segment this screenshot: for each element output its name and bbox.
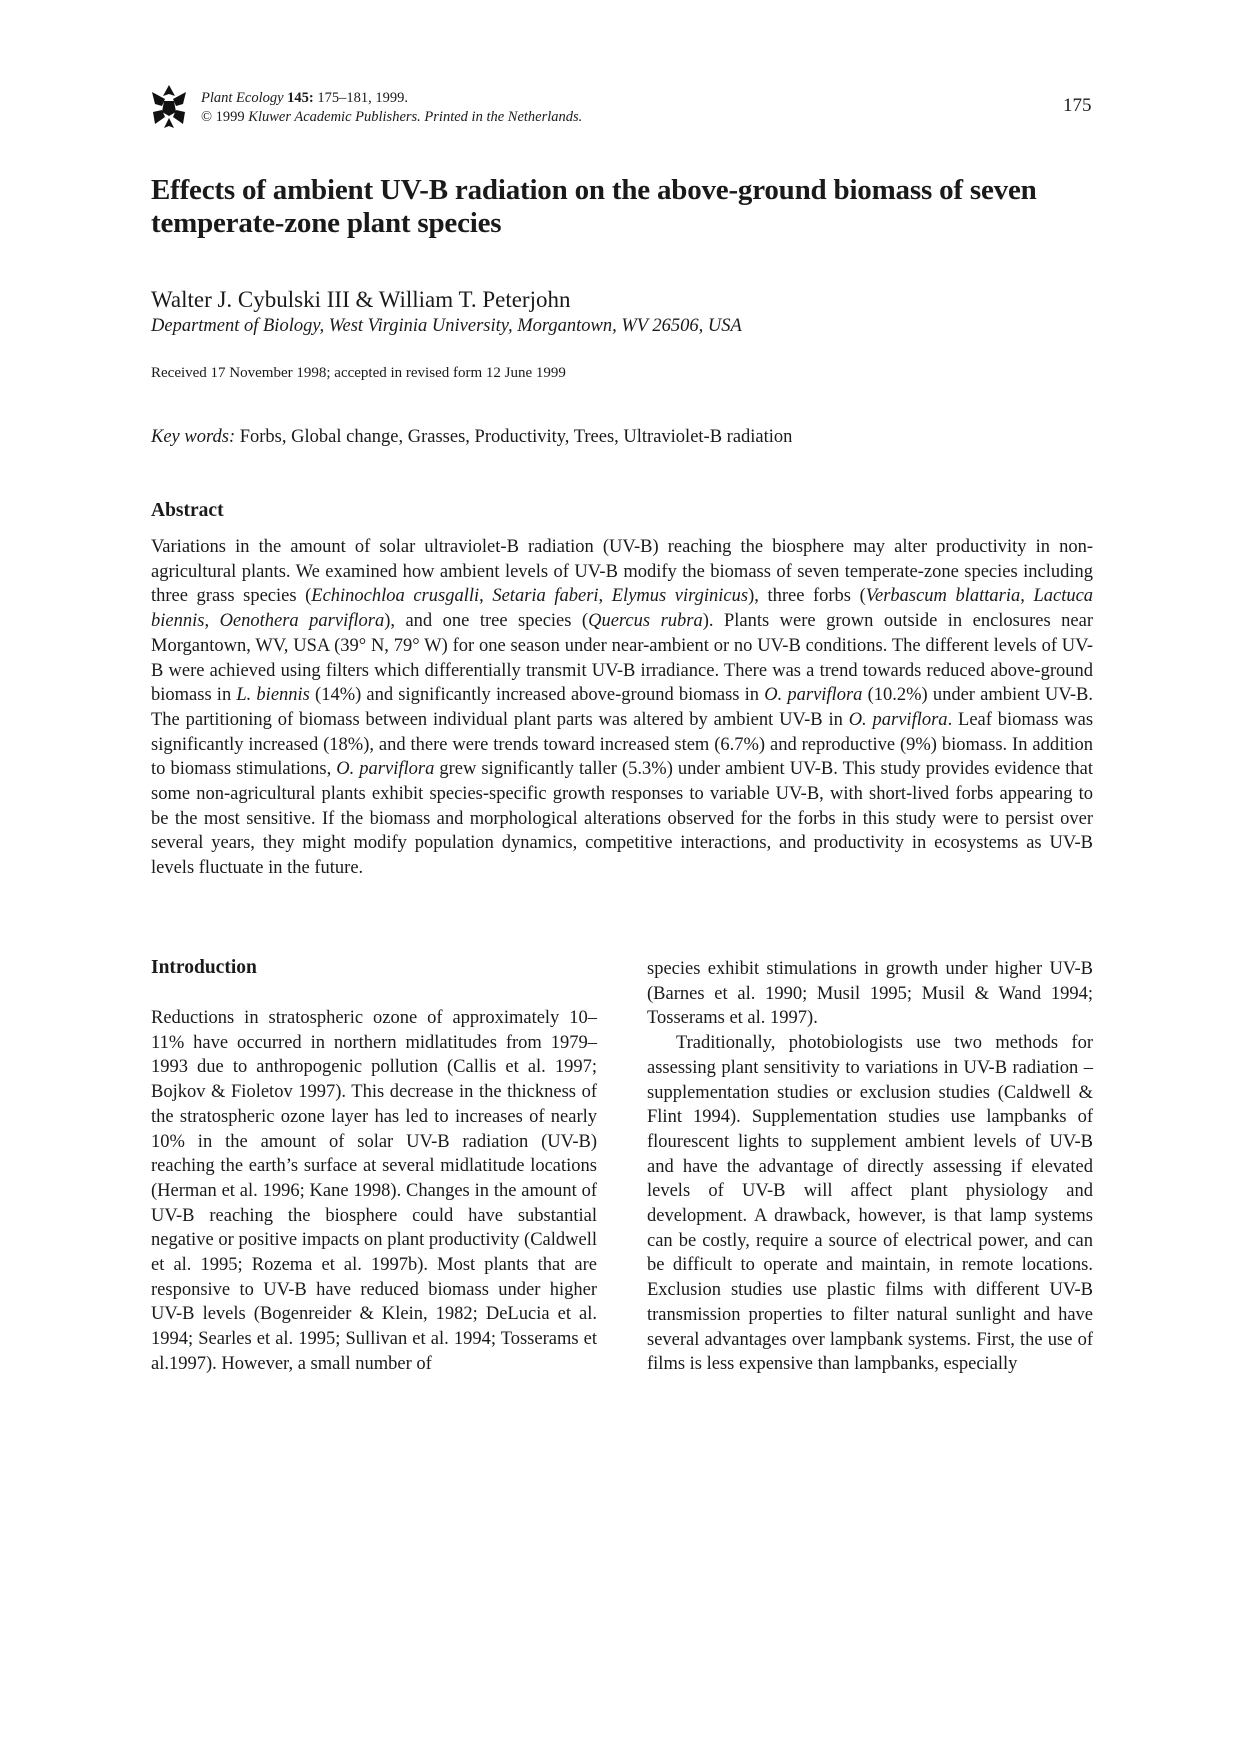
copyright-publisher: Kluwer Academic Publishers. — [248, 109, 421, 125]
species-name: Verbascum blattaria — [865, 586, 1021, 607]
species-name: L. biennis — [236, 685, 310, 706]
copyright-prefix: © 1999 — [201, 109, 245, 125]
species-name: Echinochloa crusgalli — [311, 586, 480, 607]
abstract-segment: (10.2%) under ambient UV-B. The partitioning of biomass between individual plant parts was altered by ambient UV-B in — [151, 685, 1094, 730]
intro-paragraph-1: Reductions in stratospheric ozone of approximately 10–11% have occurred in northern midlatitudes from 1979–1993 due to anthropogenic pollution (Callis et al. 1997; Bojkov & Fioletov 1997). This decrease in the thickness of the stratospheric ozone layer has led to increases of nearly 10% in the amount of solar UV-B radiation (UV-B) reaching the earth’s surface at several midlatitude locations (Herman et al. 1996; Kane 1998). Changes in the amount of UV-B reaching the biosphere could have substantial negative or positive impacts on plant productivity (Caldwell et al. 1995; Rozema et al. 1997b). Most plants that are responsive to UV-B have reduced biomass under higher UV-B levels (Bogenreider & Klein, 1982; DeLucia et al. 1994; Searles et al. 1995; Sullivan et al. 1994; Tosserams et al.1997). However, a small number of — [151, 1008, 597, 1374]
kluwer-logo-icon — [151, 84, 187, 130]
species-name: Quercus rubra — [588, 611, 703, 632]
page-number: 175 — [1063, 95, 1092, 116]
keywords-text: Forbs, Global change, Grasses, Productivity, Trees, Ultraviolet-B radiation — [239, 427, 793, 447]
species-name: Lactuca biennis — [151, 586, 1094, 632]
abstract-separator: , — [479, 586, 493, 607]
authors: Walter J. Cybulski III & William T. Peterjohn — [151, 287, 571, 312]
abstract-separator: , — [1020, 586, 1034, 607]
journal-citation — [201, 89, 582, 127]
species-name: O. parviflora — [336, 759, 435, 780]
paper-title: Effects of ambient UV-B radiation on the above-ground biomass of seven temperate-zone plant species — [151, 174, 1037, 239]
abstract-separator: , — [598, 586, 612, 607]
introduction-heading: Introduction — [151, 957, 257, 978]
species-name: O. parviflora — [848, 709, 948, 730]
abstract-segment: grew significantly taller (5.3%) under ambient UV-B. This study provides evidence that some non-agricultural plants exhibit species-specific growth responses to variable UV-B, with short-lived forbs appearing to be the most sensitive. If the biomass and morphological alterations observed for the forbs in this study were to persist over several years, they might modify population dynamics, competitive interactions, and productivity in ecosystems as UV-B levels fluctuate in the future. — [151, 759, 1093, 879]
abstract-segment: Variations in the amount of solar ultraviolet-B radiation (UV-B) reaching the biosphere may alter productivity in non-agricultural plants. We examined how ambient levels of UV-B modify the biomass of seven temperate-zone species including three grass species ( — [151, 537, 1093, 607]
left-column — [151, 1006, 597, 1377]
keywords — [151, 427, 792, 448]
journal-pages: 175–181, 1999. — [317, 90, 409, 106]
abstract-segment: . Leaf biomass was significantly increased (18%), and there were trends toward increased stem (6.7%) and reproductive (9%) biomass. In addition to biomass stimulations, — [151, 709, 1094, 780]
journal-name: Plant Ecology — [201, 90, 284, 106]
abstract-heading: Abstract — [151, 500, 224, 521]
abstract-segment: (14%) and significantly increased above-ground biomass in — [309, 685, 765, 706]
received-dates: Received 17 November 1998; accepted in revised form 12 June 1999 — [151, 365, 566, 381]
species-name: Setaria faberi — [492, 586, 599, 607]
abstract-text — [151, 535, 1093, 881]
right-column — [647, 957, 1093, 1377]
species-name: O. parviflora — [764, 685, 863, 706]
journal-volume: 145: — [287, 90, 314, 106]
species-name: Elymus virginicus — [611, 586, 749, 607]
abstract-segment: ). Plants were grown outside in enclosures near Morgantown, WV, USA (39° N, 79° W) for one season under near-ambient or no UV-B conditions. The different levels of UV-B were achieved using filters which differentially transmit UV-B irradiance. There was a trend towards reduced above-ground biomass in — [151, 611, 1094, 706]
abstract-segment: ), three forbs ( — [748, 586, 866, 607]
affiliation: Department of Biology, West Virginia University, Morgantown, WV 26506, USA — [151, 316, 742, 336]
copyright-printed: Printed in the Netherlands. — [424, 109, 583, 125]
abstract-segment: ), and one tree species ( — [384, 611, 589, 632]
keywords-label: Key words: — [151, 427, 236, 447]
abstract-separator: , — [204, 611, 220, 632]
intro-paragraph-1-continued: species exhibit stimulations in growth under higher UV-B (Barnes et al. 1990; Musil 1995; Musil & Wand 1994; Tosserams et al. 1997). — [647, 959, 1093, 1029]
intro-paragraph-2: Traditionally, photobiologists use two methods for assessing plant sensitivity to variations in UV-B radiation – supplementation studies or exclusion studies (Caldwell & Flint 1994). Supplementation studies use lampbanks of flourescent lights to supplement ambient levels of UV-B and have the advantage of directly assessing if elevated levels of UV-B will affect plant physiology and development. A drawback, however, is that lamp systems can be costly, require a source of electrical power, and can be difficult to operate and maintain, in remote locations. Exclusion studies use plastic films with different UV-B transmission properties to filter natural sunlight and have several advantages over lampbank systems. First, the use of films is less expensive than lampbanks, especially — [647, 1033, 1093, 1375]
species-name: Oenothera parviflora — [219, 611, 385, 632]
